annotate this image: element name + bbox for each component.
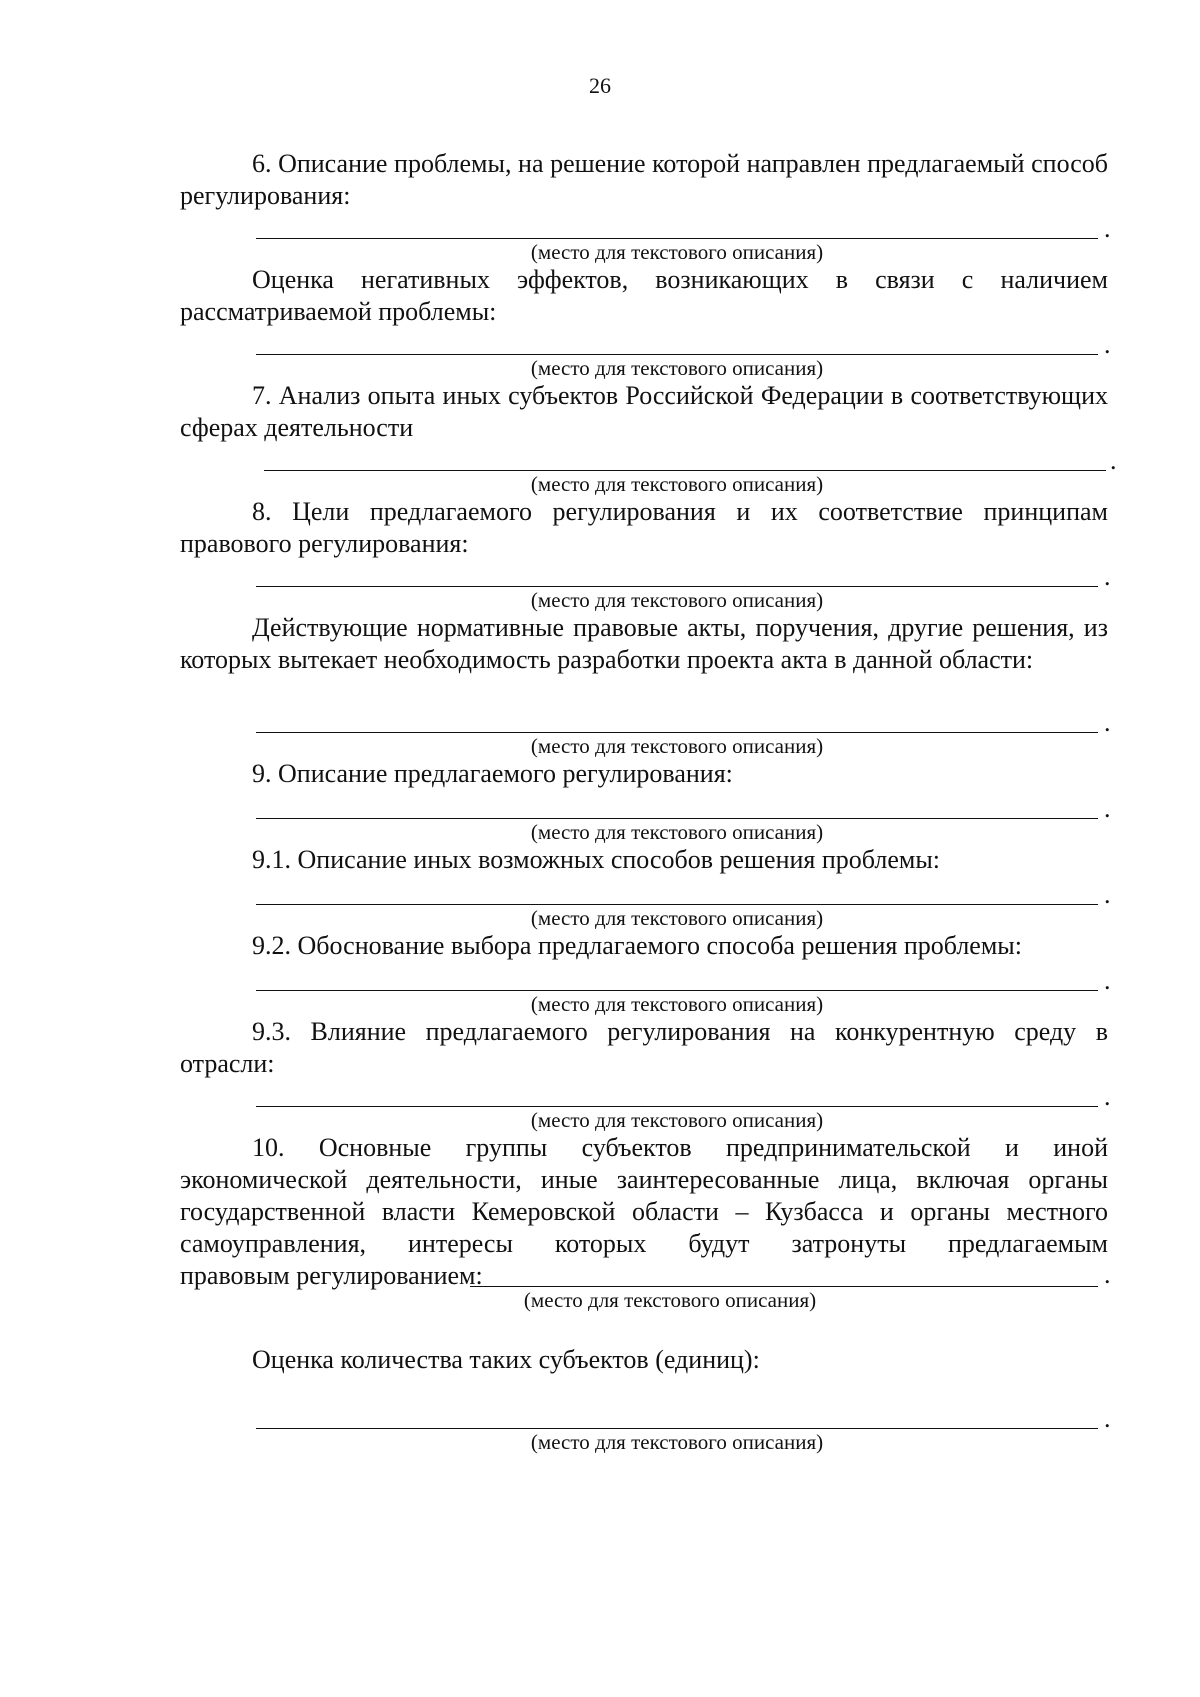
field-end-dot: . [1104,562,1111,591]
placeholder-caption: (место для текстового описания) [530,992,824,1016]
section-10-last-words: правовым регулированием: [180,1261,483,1290]
section-9-3-text: 9.3. Влияние предлагаемого регулирования на конкурентную среду в отрасли: [180,1017,1108,1078]
field-end-dot: . [1104,1260,1111,1289]
field-end-dot: . [1104,1082,1111,1111]
section-9-text: 9. Описание предлагаемого регулирования: [252,759,733,788]
section-10-last-line [180,1260,483,1292]
section-9-2-text: 9.2. Обоснование выбора предлагаемого способа решения проблемы: [252,931,1022,960]
section-6-text: 6. Описание проблемы, на решение которой направлен предлагаемый способ регулирования: [180,149,1108,210]
placeholder-caption: (место для текстового описания) [530,734,824,758]
section-7-field[interactable] [264,446,1106,471]
placeholder-caption: (место для текстового описания) [523,1288,817,1312]
section-9-field[interactable] [256,794,1098,819]
placeholder-caption: (место для текстового описания) [530,588,824,612]
placeholder-caption: (место для текстового описания) [530,240,824,264]
section-9-2-field[interactable] [256,966,1098,991]
section-6-field[interactable] [256,214,1098,239]
field-end-dot: . [1104,966,1111,995]
section-9-1-field[interactable] [256,880,1098,905]
section-9-1-text: 9.1. Описание иных возможных способов решения проблемы: [252,845,941,874]
page-number: 26 [589,73,611,98]
field-end-dot: . [1104,330,1111,359]
section-8-acts-field[interactable] [256,708,1098,733]
placeholder-caption: (место для текстового описания) [530,1108,824,1132]
section-10-count-text: Оценка количества таких субъектов (единиц): [252,1345,760,1374]
section-10-text: 10. Основные группы субъектов предпринимательской и иной экономической деятельности, иные заинтересованные лица, включая органы государственной власти Кемеровской области – Кузбасса и органы местного самоуправления, интересы которых будут затронуты предлагаемым [180,1133,1108,1258]
section-8-text: 8. Цели предлагаемого регулирования и их соответствие принципам правового регулирования: [180,497,1108,558]
field-end-dot: . [1104,1404,1111,1433]
placeholder-caption: (место для текстового описания) [530,356,824,380]
field-end-dot: . [1104,214,1111,243]
section-10-field[interactable] [470,1262,1098,1287]
section-10-count-field[interactable] [256,1404,1098,1429]
section-8-acts-text: Действующие нормативные правовые акты, поручения, другие решения, из которых вытекает необходимость разработки проекта акта в данной области: [180,613,1108,674]
section-7-text: 7. Анализ опыта иных субъектов Российской Федерации в соответствующих сферах деятельности [180,381,1108,442]
field-end-dot: . [1104,708,1111,737]
section-8-field[interactable] [256,562,1098,587]
section-6-negative-text: Оценка негативных эффектов, возникающих в связи с наличием рассматриваемой проблемы: [180,265,1108,326]
field-end-dot: . [1104,794,1111,823]
field-end-dot: . [1104,880,1111,909]
section-9-3-field[interactable] [256,1082,1098,1107]
placeholder-caption: (место для текстового описания) [530,472,824,496]
placeholder-caption: (место для текстового описания) [530,820,824,844]
placeholder-caption: (место для текстового описания) [530,906,824,930]
placeholder-caption: (место для текстового описания) [530,1430,824,1454]
section-6-negative-field[interactable] [256,330,1098,355]
field-end-dot: . [1110,446,1117,475]
